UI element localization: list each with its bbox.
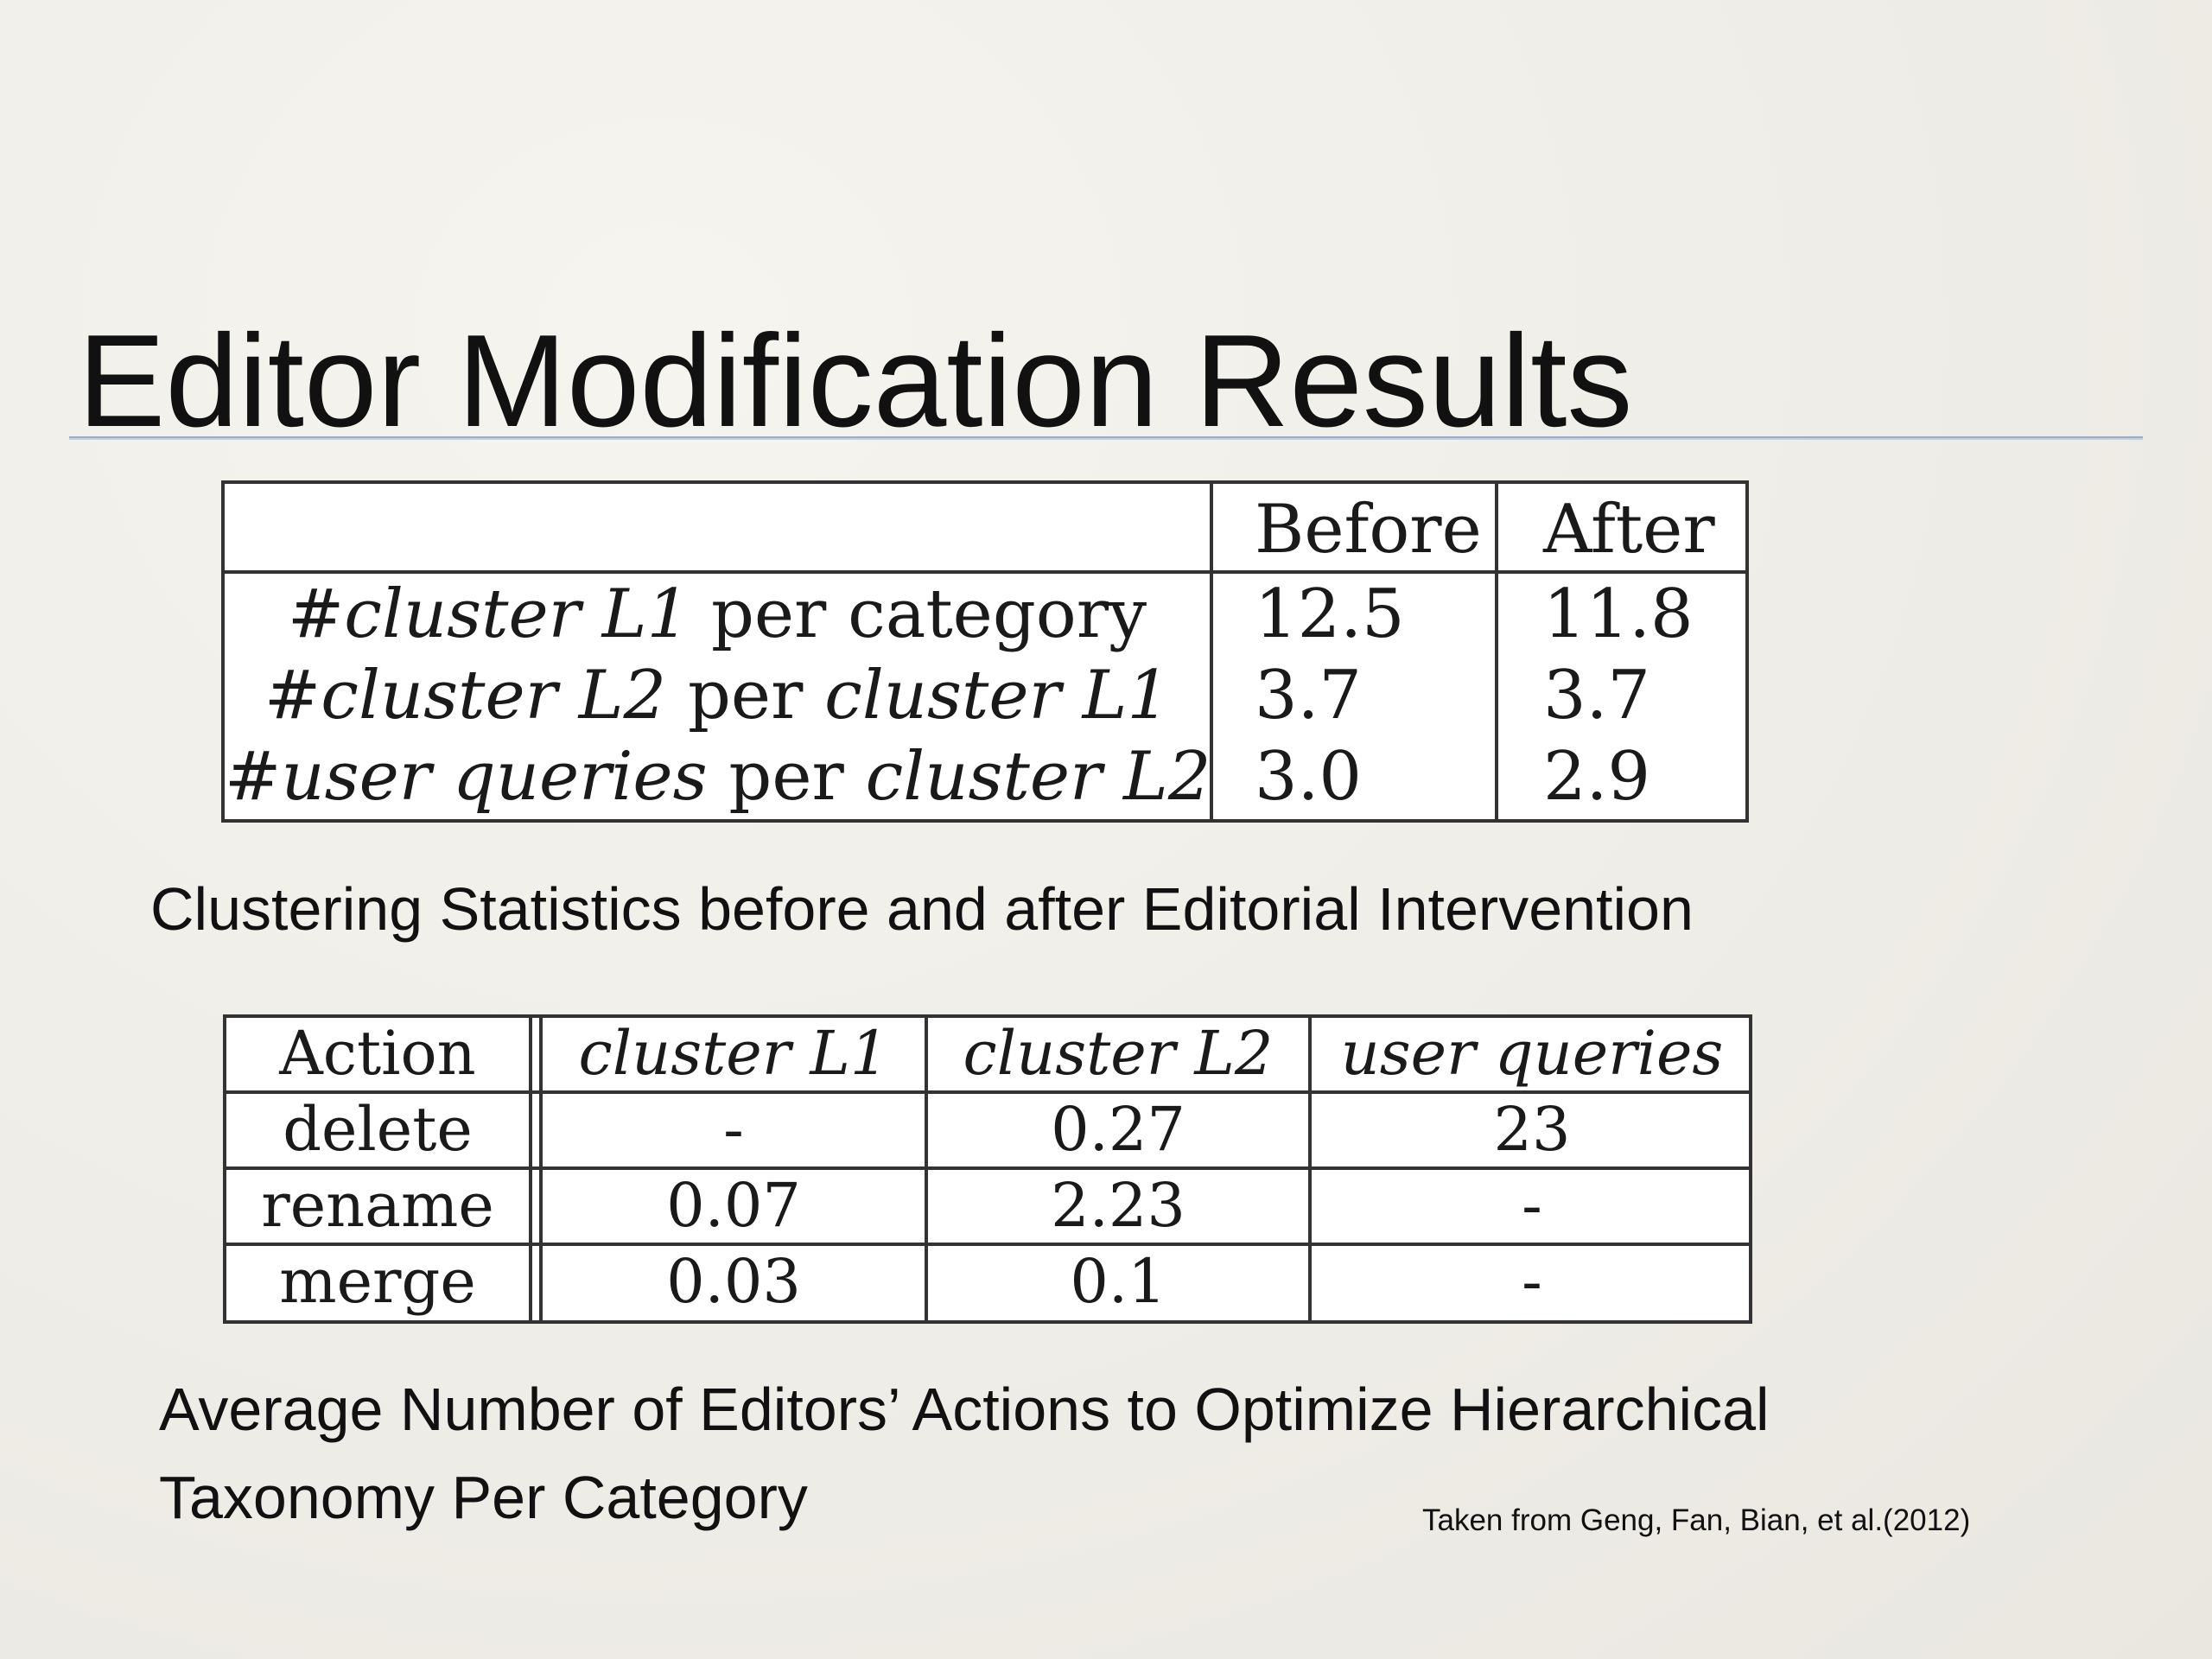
- table-cell: 2.23: [1051, 1170, 1185, 1241]
- table-cell-after: 3.7: [1543, 657, 1651, 734]
- table-cell-before: 3.0: [1255, 738, 1363, 816]
- editor-actions-table: [223, 1014, 1752, 1324]
- table-header-cluster-l1: cluster L1: [578, 1018, 889, 1089]
- table-cell: 0.27: [1051, 1094, 1185, 1165]
- table-cell: 0.07: [666, 1170, 801, 1241]
- table-cell-after: 2.9: [1543, 738, 1651, 816]
- source-credit: Taken from Geng, Fan, Bian, et al.(2012): [1422, 1503, 1971, 1537]
- table-cell: 23: [1493, 1094, 1571, 1165]
- row-label-italic: #user queries: [225, 738, 708, 816]
- table-cell-after: 11.8: [1543, 575, 1694, 653]
- row-label-italic: #cluster L1: [287, 575, 690, 653]
- table-cell: 0.1: [1070, 1246, 1166, 1317]
- table-cell-before: 12.5: [1255, 575, 1405, 653]
- table-header-action: Action: [279, 1018, 476, 1089]
- row-label-text: per: [666, 657, 825, 734]
- table-header-user-queries: user queries: [1340, 1018, 1724, 1089]
- row-label-text: per category: [690, 575, 1147, 653]
- table-divider: [1495, 484, 1498, 819]
- row-label-italic: cluster L1: [824, 657, 1171, 734]
- table-divider: [225, 570, 1745, 574]
- row-label-text: per: [707, 738, 866, 816]
- table-row-label: [225, 575, 1210, 653]
- table-cell: -: [723, 1094, 744, 1165]
- table-cell: 0.03: [666, 1246, 801, 1317]
- table-header-cluster-l2: cluster L2: [963, 1018, 1274, 1089]
- slide-title: Editor Modification Results: [78, 308, 1633, 454]
- row-label-italic: cluster L2: [865, 738, 1211, 816]
- table2-caption: Average Number of Editors’ Actions to Optimize Hierarchical Taxonomy Per Category: [159, 1376, 1770, 1531]
- table-cell: -: [1522, 1170, 1542, 1241]
- title-underline: [69, 436, 2143, 440]
- table-header-after: After: [1543, 491, 1715, 569]
- table-cell-action: rename: [261, 1170, 494, 1241]
- table-cell: -: [1522, 1246, 1542, 1317]
- table1-caption: Clustering Statistics before and after Editorial Intervention: [150, 875, 1694, 943]
- table-row-label: [225, 738, 1211, 816]
- clustering-statistics-table: [221, 480, 1749, 823]
- table-cell-action: merge: [279, 1246, 476, 1317]
- table-header-before: Before: [1255, 491, 1482, 569]
- table-cell-before: 3.7: [1255, 657, 1363, 734]
- table-cell-action: delete: [283, 1094, 473, 1165]
- row-label-italic: #cluster L2: [264, 657, 667, 734]
- table-row-label: [225, 657, 1210, 734]
